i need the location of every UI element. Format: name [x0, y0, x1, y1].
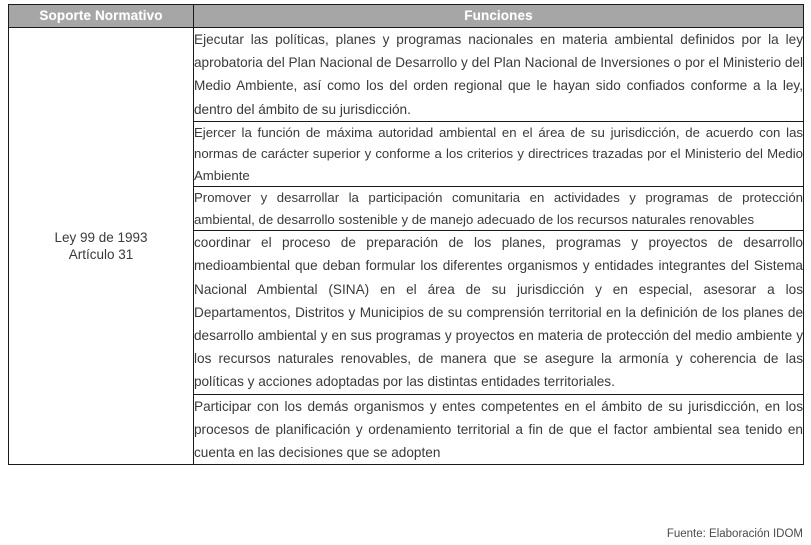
function-text: Ejecutar las políticas, planes y programas nacionales en materia ambiental definidos por la ley aprobatoria del Plan Nacional de Desarrollo y del Plan Nacional de Inversiones o por el Ministerio del Medio Ambiente, así como los del orden regional que le hayan sido confiados conforme a la ley, dentro del ámbito de su jurisdicción. [194, 32, 803, 117]
function-cell [194, 121, 804, 186]
table-body [9, 28, 804, 465]
source-caption: Fuente: Elaboración IDOM [666, 528, 803, 540]
table-header-row [9, 5, 804, 28]
support-cell-ley-99-de-1993 [9, 28, 194, 465]
function-text: Promover y desarrollar la participación comunitaria en actividades y programas de protección ambiental, de desarrollo sostenible y de manejo adecuado de los recursos naturales renovables [194, 190, 803, 227]
normative-support-table [8, 4, 804, 465]
function-cell [194, 187, 804, 231]
function-text: Ejercer la función de máxima autoridad ambiental en el área de su jurisdicción, de acuerdo con las normas de carácter superior y conforme a los criterios y directrices trazadas por el Ministerio del Medio Ambiente [194, 124, 803, 183]
function-cell [194, 231, 804, 394]
column-header-funciones: Funciones [194, 5, 804, 28]
table-row [9, 28, 804, 122]
table-header [9, 5, 804, 28]
function-cell [194, 394, 804, 465]
support-article-line: Artículo 31 [68, 247, 134, 263]
function-cell [194, 28, 804, 122]
function-text: coordinar el proceso de preparación de los planes, programas y proyectos de desarrollo medioambiental que deban formular los diferentes organismos y entidades integrantes del Sistema Nacional Ambiental (SINA) en el área de su jurisdicción y en especial, asesorar a los Departamentos, Distritos y Municipios de su comprensión territorial en la definición de los planes de desarrollo ambiental y en sus programas y proyectos en materia de protección del medio ambiente y los recursos naturales renovables, de manera que se asegure la armonía y coherencia de las políticas y acciones adoptadas por las distintas entidades territoriales. [194, 235, 803, 390]
support-law-line: Ley 99 de 1993 [54, 230, 148, 246]
column-header-soporte-normativo: Soporte Normativo [9, 5, 194, 28]
function-text: Participar con los demás organismos y entes competentes en el ámbito de su jurisdicción, en los procesos de planificación y ordenamiento territorial a fin de que el factor ambiental sea tenido en cuenta en las decisiones que se adopten [194, 398, 803, 461]
